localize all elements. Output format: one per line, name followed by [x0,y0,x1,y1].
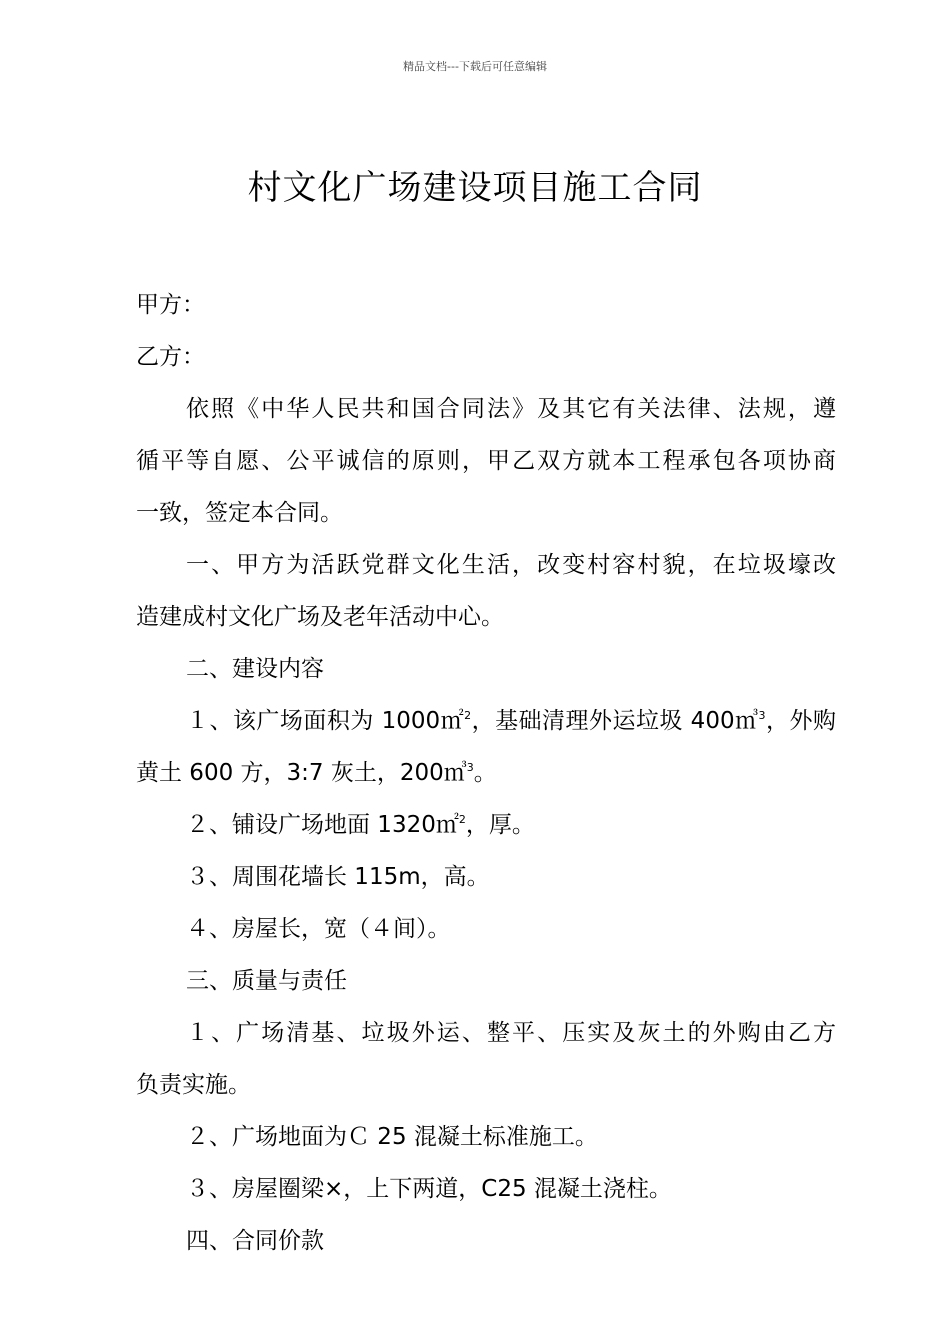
item-2-2 [186,810,886,840]
item-2-1-line-1 [186,706,836,736]
item-2-1-text-d: 黄土 600 方，3:7 灰土，200㎥ [136,760,467,786]
item-2-1-text-b: ，基础清理外运垃圾 400㎥ [471,708,759,734]
section-4-heading: 四、合同价款 [186,1228,324,1254]
page-header: 精品文档---下载后可任意编辑 [403,60,547,73]
superscript-3: 3 [758,709,766,722]
section-2-heading: 二、建设内容 [186,656,324,682]
item-2-2-text-a: ２、铺设广场地面 1320㎡ [186,812,459,838]
item-2-1-text-a: １、该广场面积为 1000㎡ [186,708,465,734]
item-2-3: ３、周围花墙长 115m，高。 [186,864,490,890]
section-3-heading: 三、质量与责任 [186,968,347,994]
paragraph-preamble-line-2: 循平等自愿、公平诚信的原则，甲乙双方就本工程承包各项协商 [136,448,836,474]
superscript-2: 2 [458,813,466,826]
item-3-3: ３、房屋圈梁×，上下两道，C25 混凝土浇柱。 [186,1176,672,1202]
superscript-3: 3 [466,761,474,774]
item-2-1-line-2 [136,758,836,788]
section-1-line-1: 一、甲方为活跃党群文化生活，改变村容村貌，在垃圾壕改 [186,552,836,578]
superscript-2: 2 [464,709,472,722]
paragraph-preamble-line-3: 一致，签定本合同。 [136,500,343,526]
item-3-2: ２、广场地面为Ｃ 25 混凝土标准施工。 [186,1124,598,1150]
section-1-line-2: 造建成村文化广场及老年活动中心。 [136,604,504,630]
item-2-1-text-c: ，外购 [765,708,836,734]
item-3-1-line-1: １、广场清基、垃圾外运、整平、压实及灰土的外购由乙方 [186,1020,836,1046]
party-a-label: 甲方： [136,292,205,318]
item-2-4: ４、房屋长，宽（４间）。 [186,916,451,942]
paragraph-preamble-line-1: 依照《中华人民共和国合同法》及其它有关法律、法规，遵 [186,396,836,422]
item-3-1-line-2: 负责实施。 [136,1072,251,1098]
item-2-1-text-e: 。 [473,760,497,786]
item-2-2-text-b: ，厚。 [465,812,535,838]
party-b-label: 乙方： [136,344,205,370]
document-title: 村文化广场建设项目施工合同 [247,168,703,208]
